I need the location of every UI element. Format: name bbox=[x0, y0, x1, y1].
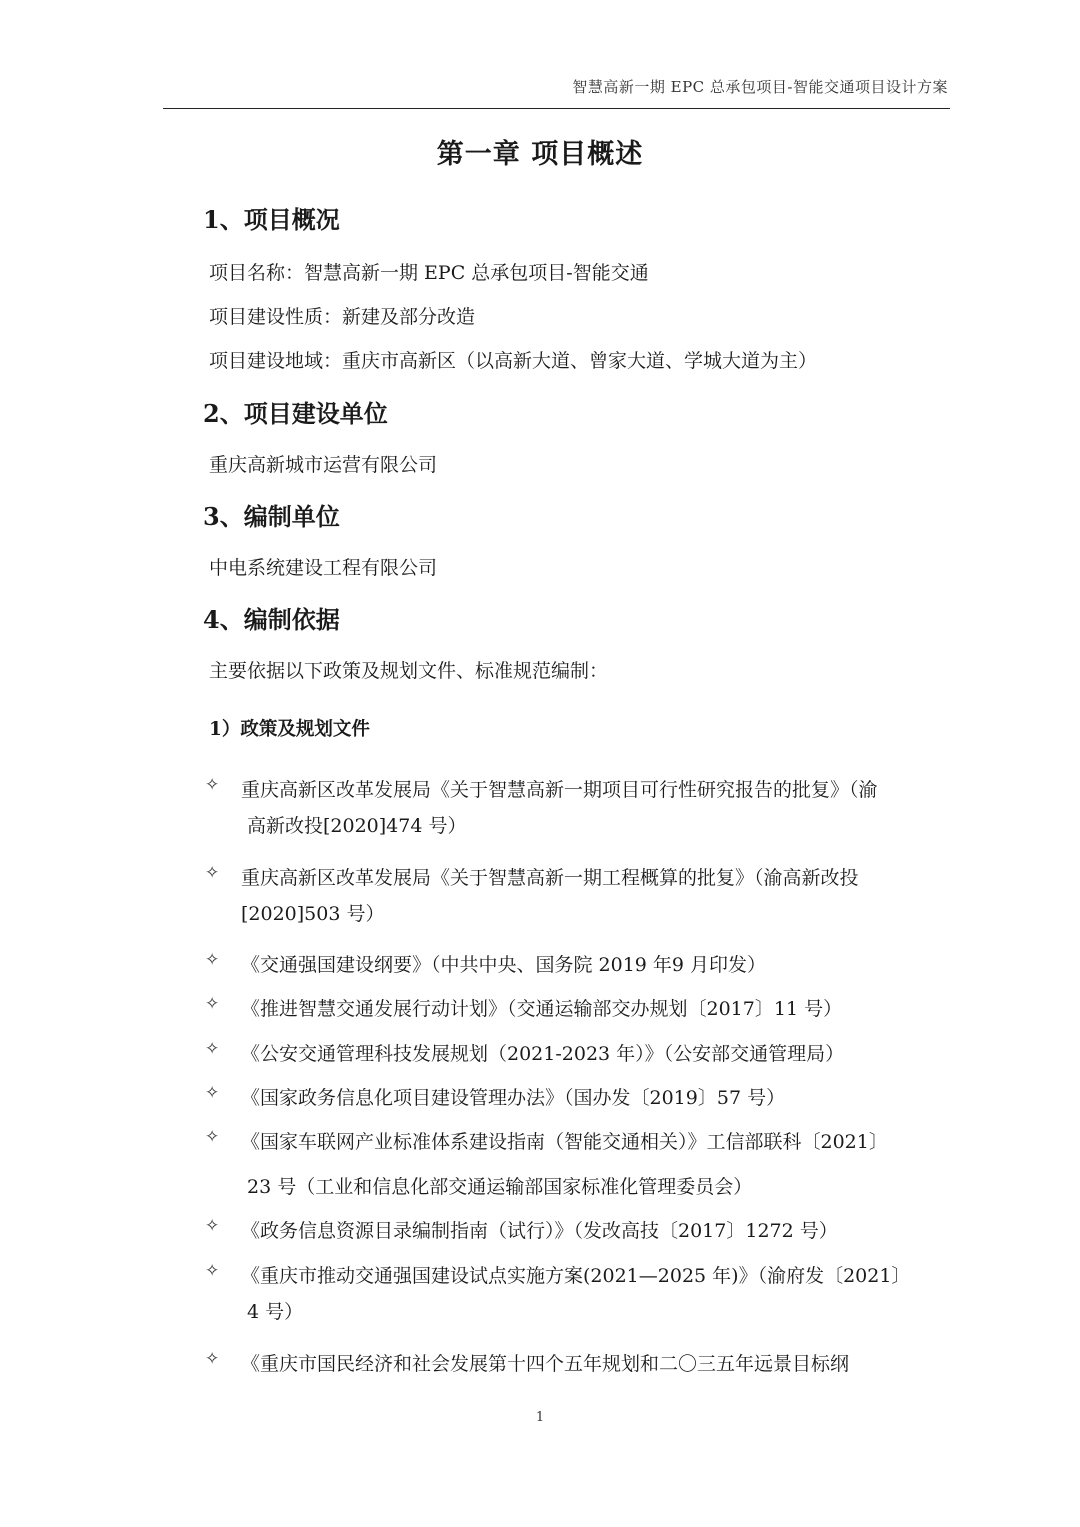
bullet-diamond-icon: ✧ bbox=[205, 1127, 220, 1147]
list-item-text: 《重庆市推动交通强国建设试点实施方案(2021—2025 年)》（渝府发〔2021〕 bbox=[241, 1265, 911, 1287]
list-item-text: 《国家政务信息化项目建设管理办法》（国办发〔2019〕57 号） bbox=[241, 1087, 786, 1109]
bullet-diamond-icon: ✧ bbox=[205, 863, 220, 883]
list-item-continuation: 23 号（工业和信息化部交通运输部国家标准化管理委员会） bbox=[247, 1176, 753, 1198]
policy-subheading: 1）政策及规划文件 bbox=[209, 719, 370, 740]
basis-intro-text: 主要依据以下政策及规划文件、标准规范编制： bbox=[209, 660, 609, 682]
section-2-heading: 2、项目建设单位 bbox=[203, 399, 388, 428]
project-nature-line: 项目建设性质：新建及部分改造 bbox=[209, 306, 476, 328]
page-header-title: 智慧高新一期 EPC 总承包项目-智能交通项目设计方案 bbox=[572, 78, 948, 96]
bullet-diamond-icon: ✧ bbox=[205, 994, 220, 1014]
bullet-diamond-icon: ✧ bbox=[205, 1261, 220, 1281]
section-3-heading: 3、编制单位 bbox=[203, 502, 340, 531]
bullet-diamond-icon: ✧ bbox=[205, 950, 220, 970]
bullet-diamond-icon: ✧ bbox=[205, 1039, 220, 1059]
list-item-continuation: 4 号） bbox=[247, 1301, 304, 1323]
header-rule bbox=[163, 108, 950, 109]
section-1-heading: 1、项目概况 bbox=[203, 205, 340, 234]
list-item-text: 《政务信息资源目录编制指南（试行）》（发改高技〔2017〕1272 号） bbox=[241, 1220, 838, 1242]
list-item-text: 重庆高新区改革发展局《关于智慧高新一期工程概算的批复》（渝高新改投 bbox=[241, 867, 859, 889]
list-item-text: 《国家车联网产业标准体系建设指南（智能交通相关）》工信部联科〔2021〕 bbox=[241, 1131, 888, 1153]
list-item-text: 重庆高新区改革发展局《关于智慧高新一期项目可行性研究报告的批复》（渝 bbox=[241, 779, 878, 801]
bullet-diamond-icon: ✧ bbox=[205, 1349, 220, 1369]
list-item-text: 《公安交通管理科技发展规划（2021-2023 年）》（公安部交通管理局） bbox=[241, 1043, 845, 1065]
chapter-title: 第一章 项目概述 bbox=[436, 139, 644, 170]
list-item-text: 《重庆市国民经济和社会发展第十四个五年规划和二〇三五年远景目标纲 bbox=[241, 1353, 850, 1375]
construction-unit-text: 重庆高新城市运营有限公司 bbox=[209, 454, 438, 476]
section-4-heading: 4、编制依据 bbox=[203, 605, 340, 634]
project-location-line: 项目建设地域：重庆市高新区（以高新大道、曾家大道、学城大道为主） bbox=[209, 350, 818, 372]
list-item-continuation: 高新改投[2020]474 号） bbox=[247, 815, 467, 837]
bullet-diamond-icon: ✧ bbox=[205, 775, 220, 795]
list-item-text: 《推进智慧交通发展行动计划》（交通运输部交办规划〔2017〕11 号） bbox=[241, 998, 843, 1020]
list-item-text: 《交通强国建设纲要》（中共中央、国务院 2019 年9 月印发） bbox=[241, 954, 767, 976]
list-item-continuation: [2020]503 号） bbox=[241, 903, 385, 925]
bullet-diamond-icon: ✧ bbox=[205, 1083, 220, 1103]
bullet-diamond-icon: ✧ bbox=[205, 1216, 220, 1236]
project-name-line: 项目名称：智慧高新一期 EPC 总承包项目-智能交通 bbox=[209, 262, 649, 284]
compiling-unit-text: 中电系统建设工程有限公司 bbox=[209, 557, 438, 579]
page-number: 1 bbox=[535, 1410, 545, 1425]
